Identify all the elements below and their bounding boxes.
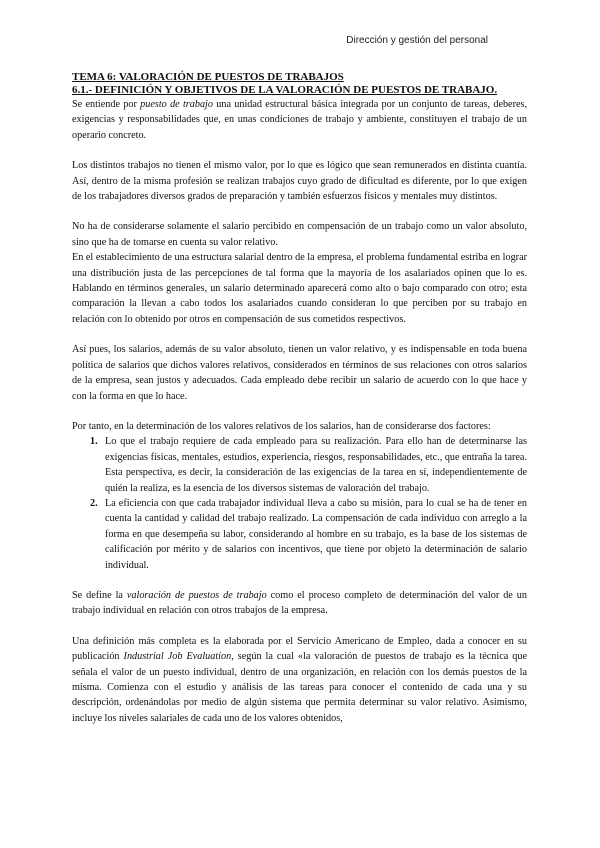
factors-list	[72, 434, 527, 573]
paragraph: Así pues, los salarios, además de su valor absoluto, tienen un valor relativo, y es indispensable en toda buena política de salarios que dichos valores relativos, considerados en términos de sus relaciones con otros salarios de la empresa, sean justos y adecuados. Cada empleado debe recibir un salario de acuerdo con lo que hace y con la forma en que lo hace.	[72, 344, 527, 402]
list-item	[72, 434, 527, 496]
paragraph: En el establecimiento de una estructura salarial dentro de la empresa, el problema fundamental estriba en lograr una distribución justa de las percepciones de tal forma que la mayoría de los asalariados opinen que lo es. Hablando en términos generales, un salario determinado aparecerá como alto o bajo comparado con otro; esta comparación la llevan a cabo todos los asalariados cuando consideran lo que perciben por su trabajo en relación con lo obtenido por otros en compensación de sus cometidos respectivos.	[72, 252, 527, 325]
paragraph-definition: Se entiende por puesto de trabajo una unidad estructural básica integrada por un conjunto de tareas, deberes, exigencias y responsabilidades que, en unas condiciones de trabajo y ambiente, constituyen el trabajo de un operario concreto.	[72, 99, 528, 141]
publication-title: Industrial Job Evaluation	[123, 651, 232, 663]
document-body	[72, 71, 527, 726]
paragraph-definition: Se define la valoración de puestos de trabajo como el proceso completo de determinación del valor de un trabajo individual en relación con otros trabajos de la empresa.	[72, 589, 527, 617]
emphasis-term: valoración de puestos de trabajo	[126, 589, 267, 601]
emphasis-term: puesto de trabajo	[140, 99, 213, 110]
list-text: La eficiencia con que cada trabajador individual lleva a cabo su misión, para lo cual se ha de tener en cuenta la cantidad y calidad del trabajo realizado. La compensación de cada individuo con arreglo a la forma en que desempeña su labor, considerando al hombre en su trabajo, es la base de los sistemas de calificación por mérito y de salarios con incentivos, que tiene por objeto la determinación de salario individual.	[105, 497, 527, 571]
paragraph: No ha de considerarse solamente el salario percibido en compensación de un trabajo como un valor absoluto, sino que ha de tomarse en cuenta su valor relativo.	[72, 221, 527, 248]
running-header: Dirección y gestión del personal	[346, 35, 488, 46]
paragraph: Los distintos trabajos no tienen el mismo valor, por lo que es lógico que sean remunerados en distinta cuantía. Así, dentro de la misma profesión se realizan trabajos cuyo grado de dificultad es diferente, por lo que exigen de los trabajadores diversos grados de preparación y también esfuerzos físicos y mentales muy distintos.	[72, 160, 527, 203]
chapter-title: TEMA 6: VALORACIÓN DE PUESTOS DE TRABAJOS	[72, 71, 344, 83]
paragraph: Por tanto, en la determinación de los valores relativos de los salarios, han de considerarse dos factores:	[72, 420, 491, 432]
list-text: Lo que el trabajo requiere de cada empleado para su realización. Para ello han de determinarse las exigencias físicas, mentales, estudios, experiencia, riesgos, responsabilidades, etc., que entraña la tarea. Esta perspectiva, es decir, la consideración de las exigencias de la tarea en sí, independientemente de quién la realiza, es la esencia de los diversos sistemas de valoración del trabajo.	[105, 436, 527, 494]
list-item	[72, 496, 527, 573]
paragraph: Una definición más completa es la elaborada por el Servicio Americano de Empleo, dada a conocer en su publicación Industrial Job Evaluation, según la cual «la valoración de puestos de trabajo es la técnica que señala el valor de un puesto individual, dentro de una organización, en relación con los demás puestos de la misma. Comienza con el estudio y análisis de las tareas para conocer el contenido de cada una y su descripción, ordenándolas por medio de algún sistema que permita determinar su valor relativo. Asimismo, incluye los niveles salariales de cada uno de los valores obtenidos,	[72, 635, 527, 724]
list-number: 1.	[90, 436, 98, 448]
list-number: 2.	[90, 497, 98, 509]
section-title: 6.1.- DEFINICIÓN Y OBJETIVOS DE LA VALORACIÓN DE PUESTOS DE TRABAJO.	[72, 84, 498, 96]
